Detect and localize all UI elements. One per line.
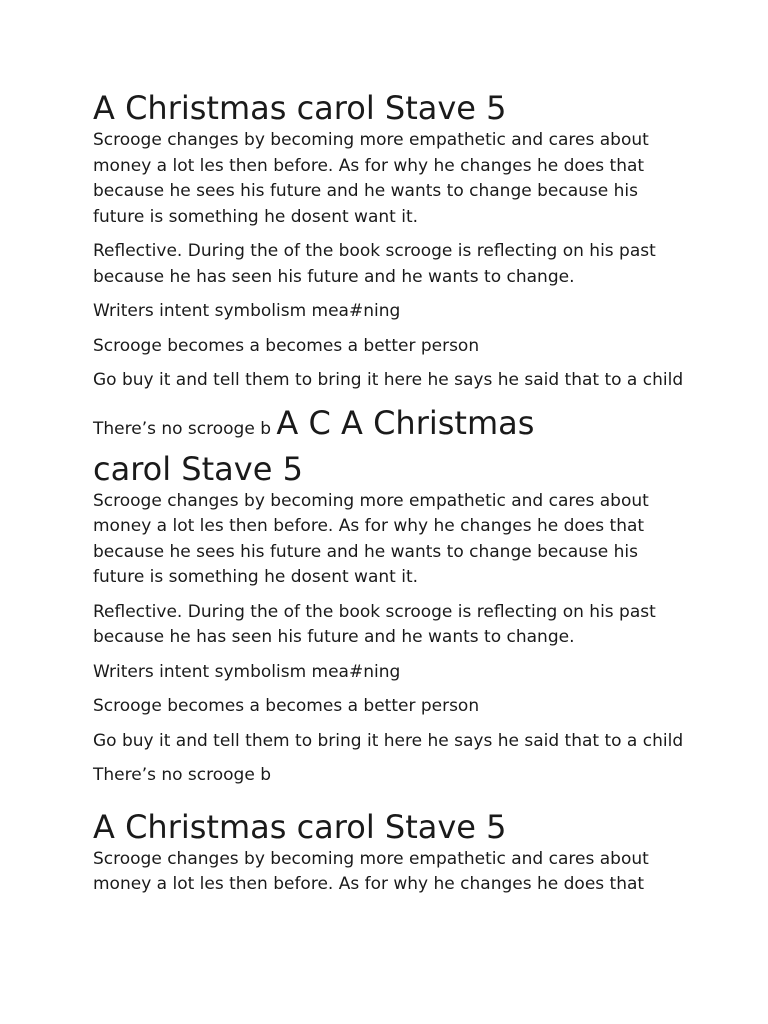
mixed-line <box>93 403 693 449</box>
paragraph: Scrooge becomes a becomes a better person <box>93 335 480 356</box>
paragraph: Go buy it and tell them to bring it here he says he said that to a child <box>93 730 684 751</box>
paragraph: Go buy it and tell them to bring it here he says he said that to a child <box>93 370 684 390</box>
paragraph: Scrooge changes by becoming more empathetic and cares about money a lot les then before. As for why he changes he does that because he sees his future and he wants to change because his future is something he dosent want it. <box>93 490 649 587</box>
paragraph: Writers intent symbolism mea#ning <box>93 661 401 682</box>
text-line: Scrooge changes by becoming more empathetic and cares about <box>93 848 649 869</box>
section-heading: A Christmas carol Stave 5 <box>93 89 507 127</box>
paragraph: Reflective. During the of the book scrooge is reflecting on his past because he has seen his future and he wants to change. <box>93 241 656 287</box>
document-body <box>93 88 693 898</box>
paragraph: Reflective. During the of the book scrooge is reflecting on his past because he has seen his future and he wants to change. <box>93 601 656 647</box>
paragraph: Writers intent symbolism mea#ning <box>93 301 401 321</box>
paragraph: There’s no scrooge b <box>93 765 272 785</box>
paragraph: Scrooge becomes a becomes a better person <box>93 696 480 716</box>
paragraph <box>93 847 693 898</box>
paragraph-fragment: There’s no scrooge b <box>93 418 272 439</box>
text-line: money a lot les then before. As for why he changes he does that <box>93 874 645 894</box>
heading-fragment: A C A Christmas <box>276 403 535 442</box>
section-heading-continuation: carol Stave 5 <box>93 449 303 488</box>
paragraph: Scrooge changes by becoming more empathetic and cares about money a lot les then before. As for why he changes he does that because he sees his future and he wants to change because his future is something he dosent want it. <box>93 130 649 227</box>
section-heading: A Christmas carol Stave 5 <box>93 807 507 846</box>
